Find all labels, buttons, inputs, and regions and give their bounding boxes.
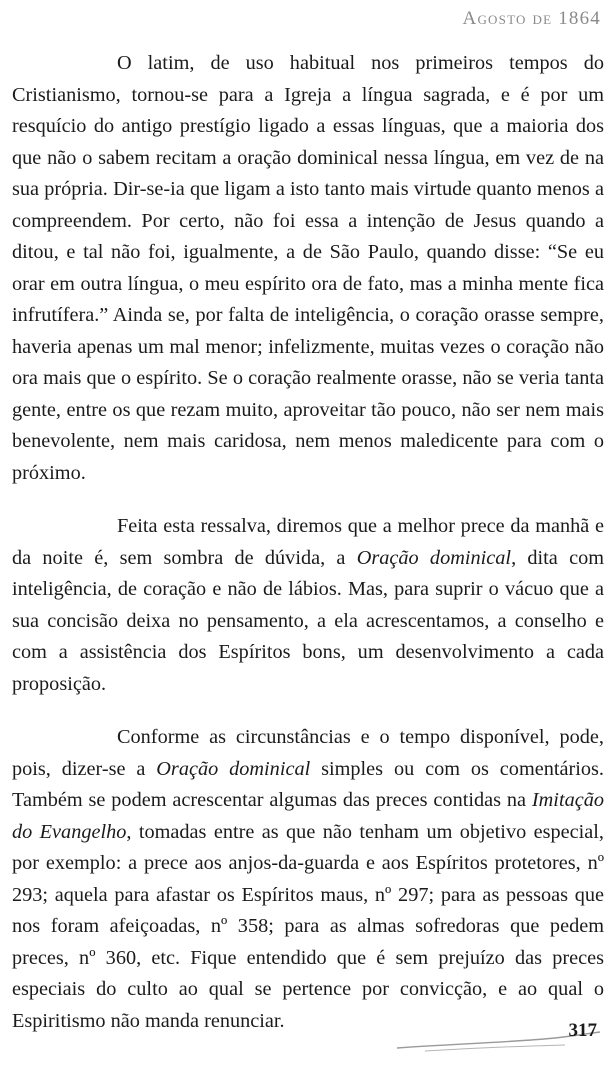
paragraph bbox=[12, 722, 604, 1037]
paragraph bbox=[12, 511, 604, 700]
text-run: simples ou com os comentários. Também se podem acrescentar algumas das preces contidas na bbox=[12, 757, 604, 811]
page-footer bbox=[395, 1018, 605, 1062]
paragraph bbox=[12, 48, 604, 489]
body-text bbox=[12, 48, 604, 1037]
text-run: , dita com inteligência, de coração e não de lábios. Mas, para suprir o vácuo que a sua concisão deixa no pensamento, a ela acrescentamos, a conselho e com a assistência dos Espíritos bons, um desenvolvimento a cada proposição. bbox=[12, 546, 604, 695]
italic-title: Imitação do Evangelho bbox=[12, 789, 604, 843]
text-run: Conforme as circunstâncias e o tempo disponível, pode, pois, dizer-se a bbox=[12, 726, 604, 780]
running-header: Agosto de 1864 bbox=[462, 8, 601, 29]
text-run: O latim, de uso habitual nos primeiros tempos do Cristianismo, tornou-se para a Igreja a língua sagrada, e é por um resquício do antigo prestígio ligado a essas línguas, que a maioria dos que não o sabem recitam a oração dominical nessa língua, em vez de na sua própria. Dir-se-ia que ligam a isto tanto mais virtude quanto menos a compreendem. Por certo, não foi essa a intenção de Jesus quando a ditou, e tal não foi, igualmente, a de São Paulo, quando disse: “Se eu orar em outra língua, o meu espírito ora de fato, mas a minha mente fica infrutífera.” Ainda se, por falta de inteligência, o coração orasse sempre, haveria apenas um mal menor; infelizmente, muitas vezes o coração não ora mais que o espírito. Se o coração realmente orasse, não se veria tanta gente, entre os que rezam muito, aproveitar tão pouco, não ser nem mais benevolente, nem mais caridosa, nem menos maledicente para com o próximo. bbox=[12, 52, 604, 484]
text-run: Feita esta ressalva, diremos que a melhor prece da manhã e da noite é, sem sombra de dúvida, a bbox=[12, 515, 604, 569]
text-run: , tomadas entre as que não tenham um objetivo especial, por exemplo: a prece aos anjos-da-guarda e aos Espíritos protetores, nº 293; aquela para afastar os Espíritos maus, nº 297; para as pessoas que nos foram afeiçoadas, nº 358; para as almas sofredoras que pedem preces, nº 360, etc. Fique entendido que é sem prejuízo das preces especiais do culto ao qual se pertence por convicção, e ao qual o Espiritismo não manda renunciar. bbox=[12, 820, 604, 1032]
page-number: 317 bbox=[568, 1020, 597, 1041]
italic-title: Oração dominical bbox=[356, 546, 512, 569]
italic-title: Oração dominical bbox=[156, 757, 311, 780]
